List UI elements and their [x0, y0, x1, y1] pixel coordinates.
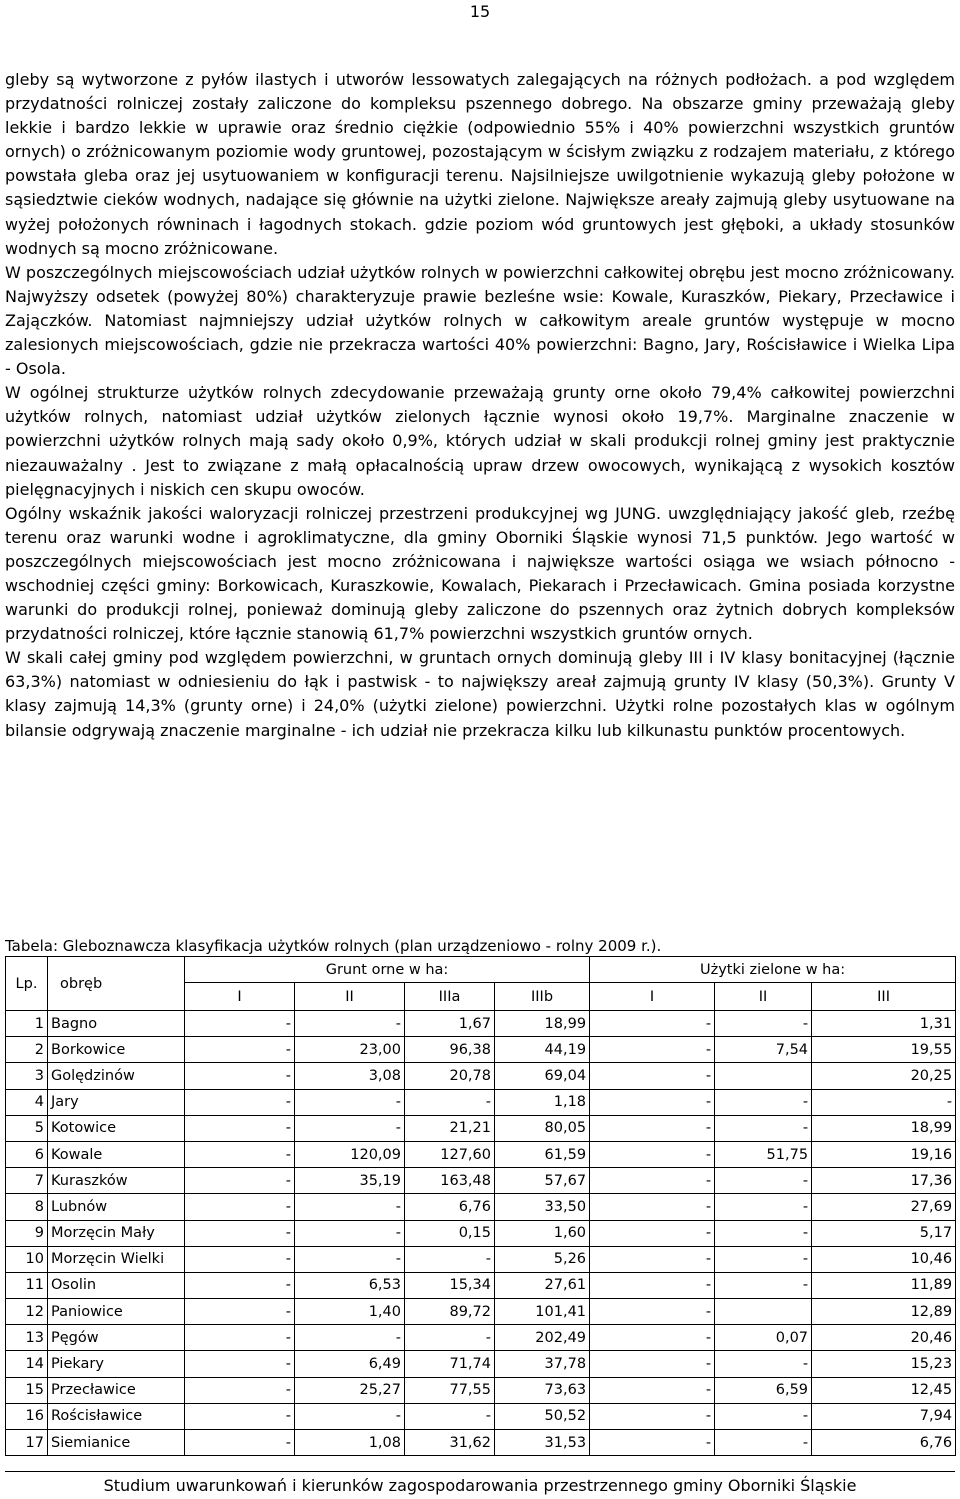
cell-value: 6,49	[295, 1351, 405, 1377]
cell-value: -	[590, 1272, 715, 1298]
cell-value: 127,60	[405, 1141, 495, 1167]
cell-value: -	[715, 1089, 812, 1115]
cell-value: 20,25	[812, 1063, 956, 1089]
cell-value: 71,74	[405, 1351, 495, 1377]
cell-value: -	[405, 1246, 495, 1272]
cell-value: 20,78	[405, 1063, 495, 1089]
cell-value: 27,69	[812, 1194, 956, 1220]
cell-value: -	[590, 1430, 715, 1456]
column-group-arable: Grunt orne w ha:	[185, 957, 590, 983]
cell-value: -	[185, 1299, 295, 1325]
cell-lp: 12	[6, 1299, 48, 1325]
column-group-grassland: Użytki zielone w ha:	[590, 957, 956, 983]
cell-value: 27,61	[495, 1272, 590, 1298]
cell-lp: 16	[6, 1403, 48, 1429]
column-header-class: IIIa	[405, 983, 495, 1011]
table-row	[6, 1011, 956, 1037]
cell-value: -	[185, 1430, 295, 1456]
cell-value: -	[295, 1220, 405, 1246]
cell-value: 11,89	[812, 1272, 956, 1298]
cell-value: 51,75	[715, 1141, 812, 1167]
column-header-class: II	[295, 983, 405, 1011]
cell-value: -	[590, 1089, 715, 1115]
cell-value: 77,55	[405, 1377, 495, 1403]
cell-value: -	[295, 1115, 405, 1141]
cell-value: 12,89	[812, 1299, 956, 1325]
column-header-class: IIIb	[495, 983, 590, 1011]
page-number: 15	[469, 2, 491, 21]
cell-name: Kuraszków	[48, 1168, 185, 1194]
cell-value: -	[715, 1011, 812, 1037]
paragraph: gleby są wytworzone z pyłów ilastych i utworów lessowatych zalegających na różnych podłożach. a pod względem przydatności rolniczej zostały zaliczone do kompleksu pszennego dobrego. Na obszarze gminy przeważają gleby lekkie i bardzo lekkie w uprawie oraz średnio ciężkie (odpowiednio 55% i 40% powierzchni wszystkich gruntów ornych) o zróżnicowanym poziomie wody gruntowej, pozostającym w ścisłym związku z rodzajem materiału, z którego powstała gleba oraz jej usytuowaniem w konfiguracji terenu. Najsilniejsze uwilgotnienie wykazują gleby położone w sąsiedztwie cieków wodnych, nadające się głównie na użytki zielone. Największe areały zajmują gleby usytuowane na wyżej położonych równinach i łagodnych stokach. gdzie poziom wód gruntowych jest głęboki, a układy stosunków wodnych są mocno zróżnicowane.	[5, 70, 955, 258]
cell-value: 18,99	[495, 1011, 590, 1037]
table-row	[6, 1403, 956, 1429]
cell-name: Morzęcin Mały	[48, 1220, 185, 1246]
cell-value: -	[185, 1403, 295, 1429]
cell-value: 7,94	[812, 1403, 956, 1429]
cell-value: 31,53	[495, 1430, 590, 1456]
cell-value: -	[185, 1141, 295, 1167]
cell-lp: 13	[6, 1325, 48, 1351]
cell-lp: 15	[6, 1377, 48, 1403]
cell-value: -	[295, 1246, 405, 1272]
cell-name: Kowale	[48, 1141, 185, 1167]
cell-value: -	[295, 1403, 405, 1429]
table-row	[6, 1430, 956, 1456]
cell-value: -	[185, 1194, 295, 1220]
cell-value: -	[590, 1141, 715, 1167]
cell-value: -	[185, 1168, 295, 1194]
table-row	[6, 1377, 956, 1403]
cell-value: -	[590, 1115, 715, 1141]
cell-value: -	[590, 1220, 715, 1246]
cell-value: 7,54	[715, 1037, 812, 1063]
column-header-lp: Lp.	[6, 957, 48, 1011]
cell-value: 12,45	[812, 1377, 956, 1403]
column-header-class: III	[812, 983, 956, 1011]
cell-value: 1,08	[295, 1430, 405, 1456]
cell-value: 57,67	[495, 1168, 590, 1194]
table-row	[6, 1115, 956, 1141]
table-row	[6, 1325, 956, 1351]
cell-value: 25,27	[295, 1377, 405, 1403]
cell-lp: 8	[6, 1194, 48, 1220]
cell-value: 0,07	[715, 1325, 812, 1351]
cell-value: 44,19	[495, 1037, 590, 1063]
cell-value: -	[715, 1246, 812, 1272]
cell-name: Bagno	[48, 1011, 185, 1037]
cell-value: 61,59	[495, 1141, 590, 1167]
table-row	[6, 1220, 956, 1246]
cell-value: 31,62	[405, 1430, 495, 1456]
cell-value	[715, 1063, 812, 1089]
cell-value: -	[590, 1063, 715, 1089]
table-row	[6, 1194, 956, 1220]
cell-name: Osolin	[48, 1272, 185, 1298]
cell-value: -	[715, 1220, 812, 1246]
cell-value: -	[715, 1351, 812, 1377]
cell-value: -	[715, 1272, 812, 1298]
table-row	[6, 1037, 956, 1063]
table-row	[6, 1299, 956, 1325]
cell-value: -	[405, 1403, 495, 1429]
cell-value: -	[590, 1299, 715, 1325]
footer-text: Studium uwarunkowań i kierunków zagospodarowania przestrzennego gminy Oborniki Śląskie	[103, 1476, 857, 1495]
cell-name: Jary	[48, 1089, 185, 1115]
column-header-class: I	[185, 983, 295, 1011]
cell-value: -	[715, 1194, 812, 1220]
paragraph: W skali całej gminy pod względem powierzchni, w gruntach ornych dominują gleby III i IV klasy bonitacyjnej (łącznie 63,3%) natomiast w odniesieniu do łąk i pastwisk - to największy areał zajmują grunty IV klasy (50,3%). Grunty V klasy zajmują 14,3% (grunty orne) i 24,0% (użytki zielone) powierzchni. Użytki rolne pozostałych klas w ogólnym bilansie odgrywają znaczenie marginalne - ich udział nie przekracza kilku lub kilkunastu punktów procentowych.	[5, 648, 955, 740]
cell-name: Przecławice	[48, 1377, 185, 1403]
cell-value: 1,31	[812, 1011, 956, 1037]
cell-lp: 5	[6, 1115, 48, 1141]
cell-value: 3,08	[295, 1063, 405, 1089]
cell-value: -	[185, 1089, 295, 1115]
cell-value: -	[295, 1194, 405, 1220]
cell-value: -	[590, 1037, 715, 1063]
cell-value: 1,67	[405, 1011, 495, 1037]
cell-name: Morzęcin Wielki	[48, 1246, 185, 1272]
cell-value: -	[185, 1377, 295, 1403]
cell-value: -	[590, 1011, 715, 1037]
cell-value: -	[590, 1377, 715, 1403]
cell-value: -	[405, 1089, 495, 1115]
cell-value: 50,52	[495, 1403, 590, 1429]
cell-lp: 9	[6, 1220, 48, 1246]
cell-value: 5,17	[812, 1220, 956, 1246]
cell-name: Piekary	[48, 1351, 185, 1377]
cell-value: -	[295, 1089, 405, 1115]
cell-value: 0,15	[405, 1220, 495, 1246]
cell-value: 202,49	[495, 1325, 590, 1351]
cell-name: Paniowice	[48, 1299, 185, 1325]
cell-value: 21,21	[405, 1115, 495, 1141]
cell-name: Borkowice	[48, 1037, 185, 1063]
table-body	[6, 1011, 956, 1456]
cell-value: -	[185, 1063, 295, 1089]
cell-value: -	[590, 1403, 715, 1429]
cell-value: 5,26	[495, 1246, 590, 1272]
cell-name: Golędzinów	[48, 1063, 185, 1089]
footer-divider	[5, 1471, 955, 1472]
table-row	[6, 1272, 956, 1298]
cell-lp: 6	[6, 1141, 48, 1167]
cell-value: 6,76	[405, 1194, 495, 1220]
table-row	[6, 1089, 956, 1115]
cell-value: -	[185, 1115, 295, 1141]
cell-value: 101,41	[495, 1299, 590, 1325]
cell-value: -	[185, 1037, 295, 1063]
cell-lp: 17	[6, 1430, 48, 1456]
cell-value: 37,78	[495, 1351, 590, 1377]
cell-value: -	[185, 1220, 295, 1246]
cell-value: 19,55	[812, 1037, 956, 1063]
cell-value: 23,00	[295, 1037, 405, 1063]
cell-lp: 11	[6, 1272, 48, 1298]
cell-value: 33,50	[495, 1194, 590, 1220]
cell-value: -	[295, 1325, 405, 1351]
cell-value: 163,48	[405, 1168, 495, 1194]
cell-value: 1,40	[295, 1299, 405, 1325]
column-header-class: I	[590, 983, 715, 1011]
table-header-row	[6, 957, 956, 983]
cell-name: Pęgów	[48, 1325, 185, 1351]
body-text	[5, 68, 955, 743]
cell-value: -	[715, 1430, 812, 1456]
cell-lp: 4	[6, 1089, 48, 1115]
cell-value: 20,46	[812, 1325, 956, 1351]
cell-value: 6,59	[715, 1377, 812, 1403]
cell-value: -	[715, 1168, 812, 1194]
cell-value: 120,09	[295, 1141, 405, 1167]
cell-value: 6,76	[812, 1430, 956, 1456]
cell-value: 17,36	[812, 1168, 956, 1194]
cell-name: Lubnów	[48, 1194, 185, 1220]
cell-lp: 1	[6, 1011, 48, 1037]
cell-value: 1,60	[495, 1220, 590, 1246]
cell-value: 80,05	[495, 1115, 590, 1141]
table-caption: Tabela: Gleboznawcza klasyfikacja użytków rolnych (plan urządzeniowo - rolny 2009 r.).	[5, 937, 662, 955]
paragraph: W poszczególnych miejscowościach udział użytków rolnych w powierzchni całkowitej obrębu jest mocno zróżnicowany. Najwyższy odsetek (powyżej 80%) charakteryzuje prawie bezleśne wsie: Kowale, Kuraszków, Piekary, Przecławice i Zajączków. Natomiast najmniejszy udział użytków rolnych w całkowitym areale gruntów występuje w mocno zalesionych miejscowościach, gdzie nie przekracza wartości 40% powierzchni: Bagno, Jary, Rościsławice i Wielka Lipa - Osola.	[5, 262, 955, 379]
cell-value: -	[590, 1351, 715, 1377]
cell-value: -	[590, 1168, 715, 1194]
cell-value: -	[295, 1011, 405, 1037]
cell-value: 10,46	[812, 1246, 956, 1272]
cell-value: 19,16	[812, 1141, 956, 1167]
soil-classification-table	[5, 956, 956, 1456]
cell-value: -	[590, 1194, 715, 1220]
cell-value: 69,04	[495, 1063, 590, 1089]
paragraph: W ogólnej strukturze użytków rolnych zdecydowanie przeważają grunty orne około 79,4% całkowitej powierzchni użytków rolnych, natomiast udział użytków zielonych łącznie wynosi około 19,7%. Marginalne znaczenie w powierzchni użytków rolnych mają sady około 0,9%, których udział w skali produkcji rolnej gminy jest praktycznie niezauważalny . Jest to związane z małą opłacalnością upraw drzew owocowych, wynikającą z wysokich kosztów pielęgnacyjnych i niskich cen skupu owoców.	[5, 383, 955, 499]
cell-value: 6,53	[295, 1272, 405, 1298]
column-header-class: II	[715, 983, 812, 1011]
cell-value: 18,99	[812, 1115, 956, 1141]
cell-value: -	[185, 1246, 295, 1272]
cell-value: 15,34	[405, 1272, 495, 1298]
cell-value: -	[590, 1246, 715, 1272]
cell-value: -	[715, 1403, 812, 1429]
cell-value: -	[185, 1011, 295, 1037]
cell-lp: 14	[6, 1351, 48, 1377]
cell-value: -	[185, 1325, 295, 1351]
table-row	[6, 1246, 956, 1272]
cell-value: -	[812, 1089, 956, 1115]
cell-value: 89,72	[405, 1299, 495, 1325]
column-header-name: obręb	[48, 957, 185, 1011]
cell-value: -	[405, 1325, 495, 1351]
paragraph: Ogólny wskaźnik jakości waloryzacji rolniczej przestrzeni produkcyjnej wg JUNG. uwzględniający jakość gleb, rzeźbę terenu oraz warunki wodne i agroklimatyczne, dla gminy Oborniki Śląskie wynosi 71,5 punktów. Jego wartość w poszczególnych miejscowościach jest mocno zróżnicowana i największe wartości osiąga we wsiach północno - wschodniej części gminy: Borkowicach, Kuraszkowie, Kowalach, Piekarach i Przecławicach. Gmina posiada korzystne warunki do produkcji rolnej, ponieważ dominują gleby zaliczone do pszennych oraz żytnich dobrych kompleksów przydatności rolniczej, które łącznie stanowią 61,7% powierzchni wszystkich gruntów ornych.	[5, 503, 955, 644]
table-row	[6, 1351, 956, 1377]
cell-value	[715, 1299, 812, 1325]
cell-name: Siemianice	[48, 1430, 185, 1456]
cell-value: -	[715, 1115, 812, 1141]
cell-value: -	[185, 1272, 295, 1298]
cell-value: 1,18	[495, 1089, 590, 1115]
cell-value: 96,38	[405, 1037, 495, 1063]
cell-value: -	[185, 1351, 295, 1377]
cell-lp: 3	[6, 1063, 48, 1089]
cell-lp: 10	[6, 1246, 48, 1272]
cell-lp: 7	[6, 1168, 48, 1194]
cell-name: Rościsławice	[48, 1403, 185, 1429]
cell-name: Kotowice	[48, 1115, 185, 1141]
cell-value: 73,63	[495, 1377, 590, 1403]
table-row	[6, 1141, 956, 1167]
cell-value: -	[590, 1325, 715, 1351]
cell-value: 15,23	[812, 1351, 956, 1377]
cell-value: 35,19	[295, 1168, 405, 1194]
table-row	[6, 1063, 956, 1089]
cell-lp: 2	[6, 1037, 48, 1063]
table-row	[6, 1168, 956, 1194]
